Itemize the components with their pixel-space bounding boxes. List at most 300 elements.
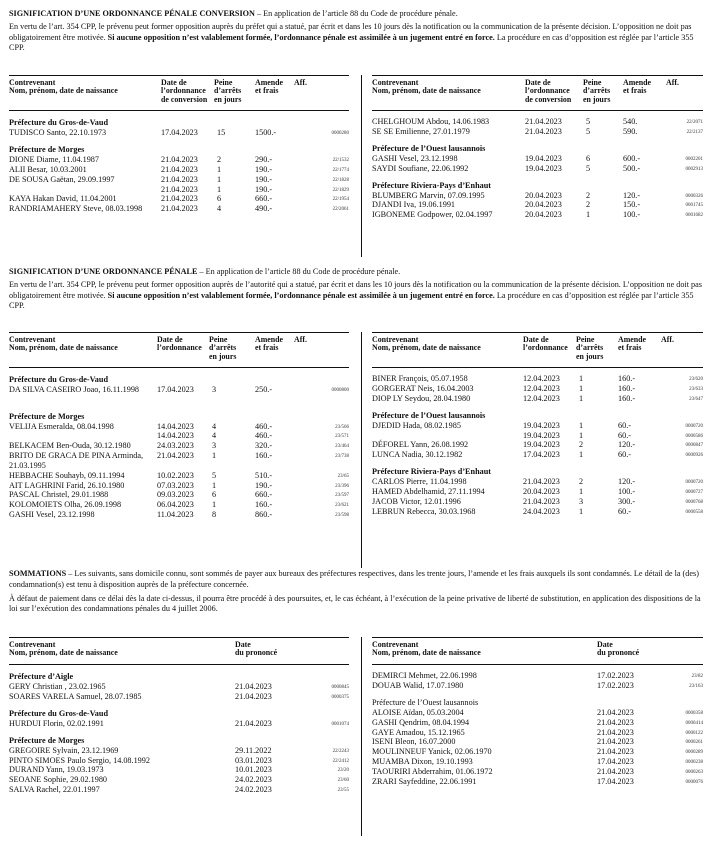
- header-cell: Date de l’ordonnance: [157, 335, 202, 353]
- section-notice: [9, 22, 703, 54]
- arrest-days: 1: [579, 430, 584, 440]
- header-cell: Date du prononcé: [235, 640, 278, 658]
- prefecture-heading: Préfecture de Morges: [9, 411, 85, 421]
- offender-name: BLUMBERG Marvin, 07.09.1995: [372, 190, 485, 200]
- section-heading: SIGNIFICATION D’UNE ORDONNANCE PÉNALE CONVERSION: [9, 9, 255, 18]
- section-intro: [9, 9, 703, 54]
- table-row: [9, 510, 349, 520]
- arrest-days: 2: [586, 190, 591, 200]
- offender-name: DJEDID Hada, 08.02.1985: [372, 420, 461, 430]
- decision-date: 17.04.2023: [597, 777, 634, 787]
- offender-name: GREGOIRE Sylvain, 23.12.1969: [9, 745, 119, 755]
- arrest-days: 2: [579, 477, 584, 487]
- prefecture-heading: Préfecture du Gros-de-Vaud: [9, 118, 108, 127]
- table-row: [372, 737, 703, 747]
- decision-date: 19.04.2023: [525, 153, 562, 163]
- case-reference: 23/60: [337, 778, 349, 784]
- section-notice: À défaut de paiement dans ce délai dès la date ci-dessus, il pourra être procédé à des poursuites, et, le cas échéant, à l’exécution de la peine privative de liberté de substitution, en application des dispositions de la loi sur l’exécution des condamnations pénales du 4 juillet 2006.: [9, 593, 701, 614]
- fine-amount: 590.: [623, 126, 638, 136]
- case-reference: 0000263: [685, 770, 703, 776]
- case-reference: 23/82: [691, 674, 703, 679]
- header-cell: Contrevenant Nom, prénom, date de naissance: [9, 640, 118, 658]
- header-cell: Peine d’arrêts en jours: [209, 335, 237, 361]
- decision-date: 17.04.2023: [597, 757, 634, 767]
- offender-name: SEOANE Sophie, 29.02.1980: [9, 775, 108, 785]
- offender-name: GERY Christian , 23.02.1965: [9, 682, 106, 691]
- header-cell: Date du prononcé: [597, 640, 640, 658]
- column-divider: [361, 637, 362, 836]
- decision-date: 21.04.2023: [597, 747, 634, 757]
- fine-amount: 60.-: [618, 450, 631, 460]
- column-divider: [361, 75, 362, 257]
- case-reference: 23/163: [689, 683, 703, 689]
- decision-date: 06.04.2023: [157, 500, 194, 510]
- decision-date: 21.04.2023: [597, 767, 634, 777]
- header-cell: Aff.: [294, 78, 307, 87]
- table-row: [9, 431, 349, 441]
- arrest-days: 1: [586, 210, 591, 220]
- header-cell: Aff.: [294, 335, 307, 344]
- arrest-days: 8: [212, 510, 217, 520]
- decision-date: 21.04.2023: [597, 717, 634, 727]
- offender-name: ALII Besar, 10.03.2001: [9, 164, 87, 174]
- arrest-days: 1: [579, 374, 584, 383]
- case-reference: 0000926: [685, 453, 703, 459]
- case-reference: 0000358: [685, 710, 703, 716]
- decision-date: 21.04.2023: [525, 126, 562, 136]
- fine-amount: 300.-: [618, 497, 636, 507]
- section-lead: – En application de l’article 88 du Code de procédure pénale.: [197, 267, 401, 276]
- decision-date: 21.04.2023: [161, 204, 198, 214]
- prefecture-heading: Préfecture de l’Ouest lausannois: [372, 697, 479, 707]
- table-row: [9, 481, 349, 491]
- decision-date: 24.02.2023: [235, 775, 272, 785]
- fine-amount: 60.-: [618, 430, 631, 440]
- table-row: [9, 385, 349, 405]
- table-header: [9, 75, 349, 111]
- table-row: [9, 451, 349, 471]
- decision-date: 21.04.2023: [161, 174, 198, 184]
- table-header: [372, 75, 703, 111]
- arrest-days: 1: [212, 480, 217, 490]
- prefecture-heading: Préfecture de l’Ouest lausannois: [372, 410, 486, 420]
- decision-date: 19.04.2023: [523, 420, 560, 430]
- fine-amount: 320.-: [255, 441, 273, 451]
- decision-date: 21.04.2023: [525, 117, 562, 126]
- offender-name: SALVA Rachel, 22.01.1997: [9, 785, 100, 795]
- case-reference: 22/1774: [332, 167, 349, 173]
- case-reference: 23/396: [335, 483, 349, 489]
- table-row: [372, 747, 703, 757]
- arrest-days: 1: [217, 164, 222, 174]
- table-row: [9, 155, 349, 165]
- decision-date: 17.04.2023: [523, 450, 560, 460]
- case-reference: 0001074: [331, 721, 349, 727]
- table-row: [372, 777, 703, 787]
- fine-amount: 160.-: [255, 500, 273, 510]
- case-reference: 0002201: [685, 156, 703, 162]
- case-reference: 0000289: [685, 750, 703, 756]
- header-cell: Aff.: [661, 335, 674, 344]
- fine-amount: 460.-: [255, 421, 273, 431]
- case-reference: 0000414: [685, 720, 703, 726]
- offender-name: ISENI Bleon, 16.07.2000: [372, 737, 456, 747]
- offender-name: VELIJA Esmeralda, 08.04.1998: [9, 421, 114, 431]
- table-row: [9, 682, 349, 692]
- table-row: [372, 127, 703, 137]
- table-row: [372, 450, 703, 460]
- offender-name: MUAMBA Dixon, 19.10.1993: [372, 757, 473, 767]
- fine-amount: 190.-: [255, 174, 273, 184]
- offender-name: DJANDI Iva, 19.06.1991: [372, 200, 456, 210]
- case-reference: 0000326: [685, 193, 703, 199]
- decision-date: 21.04.2023: [161, 154, 198, 164]
- table-column-right: [372, 637, 703, 787]
- decision-date: 12.04.2023: [523, 374, 560, 383]
- arrest-days: 5: [212, 470, 217, 480]
- case-reference: 23/597: [335, 493, 349, 499]
- header-cell: Peine d’arrêts en jours: [214, 78, 242, 104]
- case-reference: 0000720: [685, 423, 703, 429]
- offender-name: HAMED Abdelhamid, 27.11.1994: [372, 487, 485, 497]
- fine-amount: 120.-: [623, 190, 641, 200]
- case-reference: 0000076: [685, 780, 703, 786]
- decision-date: 20.04.2023: [525, 210, 562, 220]
- header-cell: Date de l’ordonnance: [523, 335, 568, 353]
- case-reference: 23/598: [335, 513, 349, 519]
- case-reference: 0000238: [685, 760, 703, 766]
- offender-name: DURAND Yann, 19.03.1973: [9, 765, 104, 775]
- offender-name: PINTO SIMOES Paulo Sergio, 14.08.1992: [9, 755, 150, 765]
- decision-date: 21.04.2023: [161, 184, 198, 194]
- case-reference: 0000847: [685, 443, 703, 449]
- fine-amount: 60.-: [618, 506, 631, 516]
- fine-amount: 290.-: [255, 154, 273, 164]
- table-row: [372, 384, 703, 394]
- case-reference: 22/2412: [332, 758, 349, 764]
- table-column-left: [9, 75, 349, 214]
- case-reference: 23/20: [337, 768, 349, 774]
- offender-name: SAYDI Soufiane, 22.06.1992: [372, 163, 469, 173]
- decision-date: 14.04.2023: [157, 421, 194, 431]
- arrest-days: 3: [212, 441, 217, 451]
- header-cell: Amende et frais: [623, 78, 652, 96]
- table-row: [9, 185, 349, 195]
- offender-name: RANDRIAMAHERY Steve, 08.03.1998: [9, 204, 143, 214]
- table-row: [9, 692, 349, 702]
- table-row: [9, 204, 349, 214]
- offender-name: IGBONEME Godpower, 02.04.1997: [372, 210, 493, 220]
- fine-amount: 860.-: [255, 510, 273, 520]
- offender-name: GASHI Vesel, 23.12.1998: [9, 510, 95, 520]
- offender-name: MOULINNEUF Yanick, 02.06.1970: [372, 747, 492, 757]
- decision-date: 12.04.2023: [523, 383, 560, 393]
- fine-amount: 100.-: [618, 487, 636, 497]
- case-reference: 23/464: [335, 444, 349, 450]
- fine-amount: 500.-: [623, 163, 641, 173]
- offender-name: DIONE Diame, 11.04.1987: [9, 154, 99, 164]
- case-reference: 0000558: [685, 509, 703, 515]
- offender-name: SOARES VARELA Samuel, 28.07.1985: [9, 691, 142, 701]
- prefecture-heading: Préfecture du Gros-de-Vaud: [9, 708, 108, 718]
- fine-amount: 100.-: [623, 210, 641, 220]
- offender-name: BRITO DE GRACA DE PINA Arminda, 21.03.1995: [9, 451, 144, 471]
- table-row: [9, 165, 349, 175]
- arrest-days: 3: [579, 497, 584, 507]
- header-cell: Amende et frais: [618, 335, 647, 353]
- case-reference: 0000122: [685, 730, 703, 736]
- decision-date: 11.04.2023: [157, 510, 194, 520]
- table-row: [9, 490, 349, 500]
- table-header: [9, 637, 349, 665]
- offender-name: HEBBACHE Souhayb, 09.11.1994: [9, 470, 125, 480]
- offender-name: GASHI Qendrim, 08.04.1994: [372, 717, 470, 727]
- decision-date: 03.01.2023: [235, 755, 272, 765]
- fine-amount: 160.-: [618, 383, 636, 393]
- decision-date: 17.04.2023: [157, 385, 194, 394]
- decision-date: 21.04.2023: [597, 727, 634, 737]
- table-column-right: [372, 332, 703, 517]
- header-cell: Peine d’arrêts en jours: [576, 335, 604, 361]
- table-row: [372, 117, 703, 127]
- prefecture-heading: Préfecture Riviera-Pays d’Enhaut: [372, 180, 491, 190]
- table-row: [372, 440, 703, 450]
- table-row: [9, 775, 349, 785]
- table-row: [9, 175, 349, 185]
- case-reference: 22/1954: [332, 197, 349, 203]
- decision-date: 12.04.2023: [523, 393, 560, 403]
- case-reference: 22/1532: [332, 157, 349, 163]
- fine-amount: 190.-: [255, 164, 273, 174]
- fine-amount: 540.: [623, 117, 638, 126]
- table-row: [372, 681, 703, 691]
- decision-date: 19.04.2023: [523, 440, 560, 450]
- table-header: [9, 332, 349, 368]
- table-column-left: [9, 637, 349, 795]
- offender-name: TAOURIRI Abderrahim, 01.06.1972: [372, 767, 493, 777]
- arrest-days: 1: [212, 500, 217, 510]
- fine-amount: 160.-: [618, 374, 636, 383]
- fine-amount: 460.-: [255, 431, 273, 441]
- case-reference: 22/2061: [332, 207, 349, 213]
- table-row: [372, 507, 703, 517]
- fine-amount: 190.-: [255, 480, 273, 490]
- table-row: [372, 374, 703, 384]
- decision-date: 10.01.2023: [235, 765, 272, 775]
- fine-amount: 190.-: [255, 184, 273, 194]
- table-header: [372, 332, 703, 368]
- case-reference: 23/647: [689, 396, 703, 402]
- fine-amount: 660.-: [255, 490, 273, 500]
- table-row: [9, 719, 349, 729]
- decision-date: 20.04.2023: [525, 190, 562, 200]
- table-row: [372, 154, 703, 164]
- fine-amount: 150.-: [623, 200, 641, 210]
- decision-date: 24.03.2023: [157, 441, 194, 451]
- offender-name: CHELGHOUM Abdou, 14.06.1983: [372, 117, 490, 126]
- arrest-days: 1: [579, 506, 584, 516]
- offender-name: DÉFOREL Yann, 26.08.1992: [372, 440, 469, 450]
- arrest-days: 2: [217, 154, 222, 164]
- prefecture-heading: Préfecture du Gros-de-Vaud: [9, 375, 108, 384]
- fine-amount: 660.-: [255, 194, 273, 204]
- arrest-days: 15: [217, 128, 226, 137]
- table-row: [372, 477, 703, 487]
- decision-date: 21.04.2023: [597, 707, 634, 717]
- fine-amount: 510.-: [255, 470, 273, 480]
- table-row: [372, 718, 703, 728]
- case-reference: 0000720: [685, 480, 703, 486]
- header-cell: Contrevenant Nom, prénom, date de naissance: [372, 335, 481, 353]
- case-reference: 0002913: [685, 166, 703, 172]
- table-row: [9, 746, 349, 756]
- case-reference: 23/566: [335, 424, 349, 430]
- offender-name: GORGERAT Neis, 16.04.2003: [372, 383, 474, 393]
- arrest-days: 4: [212, 421, 217, 431]
- table-row: [372, 487, 703, 497]
- table-row: [372, 394, 703, 404]
- table-row: [9, 785, 349, 795]
- table-row: [9, 441, 349, 451]
- offender-name: DA SILVA CASEIRO Joao, 16.11.1998: [9, 385, 140, 394]
- table-row: [372, 210, 703, 220]
- fine-amount: 600.-: [623, 153, 641, 163]
- case-reference: 23/621: [335, 503, 349, 509]
- arrest-days: 1: [579, 393, 584, 403]
- offender-name: PASCAL Christel, 29.01.1988: [9, 490, 109, 500]
- decision-date: 21.04.2023: [235, 691, 272, 701]
- case-reference: 23/571: [335, 434, 349, 440]
- offender-name: TUDISCO Santo, 22.10.1973: [9, 128, 107, 137]
- arrest-days: 1: [579, 487, 584, 497]
- header-cell: Amende et frais: [255, 335, 284, 353]
- header-cell: Amende et frais: [255, 78, 284, 96]
- notice-text: En vertu de l’art. 354 CPP, le prévenu peut former opposition auprès du préfet qui a statué, par écrit et dans les 10 jours dès la notification ou la communication de la présente décision. L’opposition ne doit pas obligatoirement être motivée.: [9, 21, 692, 42]
- section-heading: SOMMATIONS: [9, 569, 67, 578]
- fine-amount: 160.-: [618, 393, 636, 403]
- decision-date: 20.04.2023: [525, 200, 562, 210]
- prefecture-heading: Préfecture Riviera-Pays d’Enhaut: [372, 467, 491, 477]
- decision-date: 14.04.2023: [157, 431, 194, 441]
- decision-date: 21.04.2023: [597, 737, 634, 747]
- arrest-days: 3: [212, 385, 217, 394]
- table-row: [9, 500, 349, 510]
- notice-bold: Si aucune opposition n’est valablement formée, l’ordonnance pénale est assimilée à un jugement entré en force.: [107, 32, 495, 42]
- table-header: [372, 637, 703, 665]
- case-reference: 23/633: [689, 386, 703, 392]
- decision-date: 24.04.2023: [523, 506, 560, 516]
- arrest-days: 5: [586, 117, 591, 126]
- offender-name: GASHI Vesel, 23.12.1998: [372, 153, 458, 163]
- header-cell: Aff.: [666, 78, 679, 87]
- decision-date: 07.03.2023: [157, 480, 194, 490]
- fine-amount: 60.-: [618, 420, 631, 430]
- column-divider: [361, 332, 362, 568]
- fine-amount: 160.-: [255, 451, 273, 461]
- header-cell: Contrevenant Nom, prénom, date de naissance: [9, 78, 118, 96]
- header-cell: Date de l’ordonnance de conversion: [161, 78, 208, 104]
- case-reference: 0001745: [685, 203, 703, 209]
- decision-date: 21.04.2023: [235, 718, 272, 728]
- table-row: [372, 728, 703, 738]
- fine-amount: 490.-: [255, 204, 273, 214]
- offender-name: SE SE Emilienne, 27.01.1979: [372, 126, 470, 136]
- case-reference: 0000727: [685, 490, 703, 496]
- prefecture-heading: Préfecture de l’Ouest lausannois: [372, 143, 486, 153]
- offender-name: BELKACEM Ben-Ouda, 30.12.1980: [9, 441, 131, 451]
- arrest-days: 1: [579, 383, 584, 393]
- case-reference: 0000800: [331, 388, 349, 393]
- arrest-days: 5: [586, 163, 591, 173]
- arrest-days: 1: [212, 451, 217, 461]
- decision-date: 21.04.2023: [523, 477, 560, 487]
- case-reference: 0001682: [685, 213, 703, 219]
- offender-name: CARLOS Pierre, 11.04.1998: [372, 477, 467, 487]
- header-cell: Date de l’ordonnance de conversion: [525, 78, 572, 104]
- table-row: [372, 767, 703, 777]
- arrest-days: 6: [586, 153, 591, 163]
- decision-date: 10.02.2023: [157, 470, 194, 480]
- arrest-days: 2: [586, 200, 591, 210]
- offender-name: JACOB Victor, 12.01.1996: [372, 497, 461, 507]
- offender-name: DOUAB Walid, 17.07.1980: [372, 680, 464, 690]
- table-row: [9, 765, 349, 775]
- decision-date: 09.03.2023: [157, 490, 194, 500]
- header-cell: Contrevenant Nom, prénom, date de naissance: [372, 78, 481, 96]
- table-row: [372, 671, 703, 681]
- offender-name: KAYA Hakan David, 11.04.2001: [9, 194, 117, 204]
- offender-name: LEBRUN Rebecca, 30.03.1968: [372, 506, 476, 516]
- decision-date: 19.04.2023: [525, 163, 562, 173]
- table-row: [9, 128, 349, 138]
- notice-bold: Si aucune opposition n’est valablement formée, l’ordonnance pénale est assimilée à un jugement entré en force.: [107, 290, 495, 300]
- offender-name: ALOISE Aïdan, 05.03.2004: [372, 707, 464, 717]
- section-lead: – Les suivants, sans domicile connu, sont sommés de payer aux bureaux des préfectures respectives, dans les trente jours, l’amende et les frais auxquels ils sont condamnés. Le détail de la (des) condamnation(s) est tenu à disposition auprès de la préfecture concernée.: [9, 569, 699, 589]
- offender-name: BINER François, 05.07.1958: [372, 374, 468, 383]
- section-intro: [9, 267, 703, 312]
- prefecture-heading: Préfecture d’Aigle: [9, 672, 74, 681]
- case-reference: 0000586: [685, 433, 703, 439]
- arrest-days: 2: [579, 440, 584, 450]
- section-heading: SIGNIFICATION D’UNE ORDONNANCE PÉNALE: [9, 267, 198, 276]
- table-row: [372, 421, 703, 431]
- arrest-days: 5: [586, 126, 591, 136]
- case-reference: 0000261: [685, 740, 703, 746]
- offender-name: ZRARI Sayfeddine, 22.06.1991: [372, 777, 477, 787]
- section-notice: [9, 280, 703, 312]
- header-cell: Peine d’arrêts en jours: [583, 78, 611, 104]
- case-reference: 0000280: [331, 131, 349, 136]
- case-reference: 23/65: [337, 473, 349, 479]
- arrest-days: 4: [217, 204, 222, 214]
- notice-text: En vertu de l’art. 354 CPP, le prévenu peut former opposition auprès de l’autorité qui a statué, par écrit et dans les 10 jours dès la notification ou la communication de la présente décision. L’opposition ne doit pas obligatoirement être motivée.: [9, 279, 702, 300]
- decision-date: 21.04.2023: [161, 194, 198, 204]
- table-row: [372, 431, 703, 441]
- table-row: [9, 422, 349, 432]
- offender-name: KOLOMOIETS Olha, 26.09.1998: [9, 500, 122, 510]
- table-row: [372, 191, 703, 201]
- decision-date: 21.04.2023: [235, 682, 272, 691]
- section-intro: [9, 569, 703, 615]
- table-row: [9, 756, 349, 766]
- prefecture-heading: Préfecture de Morges: [9, 144, 85, 154]
- case-reference: 0000845: [331, 685, 349, 690]
- table-row: [372, 164, 703, 174]
- offender-name: DE SOUSA Gaëtan, 29.09.1997: [9, 174, 115, 184]
- notice-end: La procédure en cas d’opposition est réglée par l’article 355 CPP.: [9, 290, 694, 311]
- case-reference: 23/738: [335, 454, 349, 460]
- table-column-right: [372, 75, 703, 220]
